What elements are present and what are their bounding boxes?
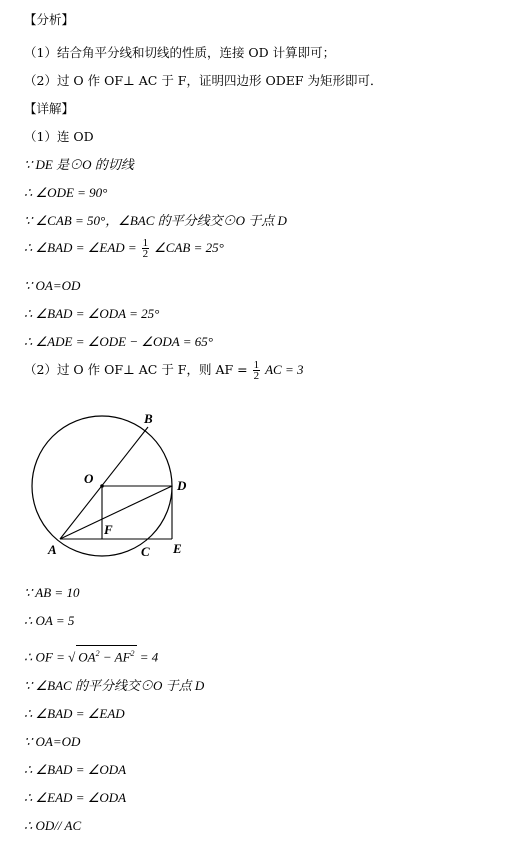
step-7: ∴ ∠ADE = ∠ODE − ∠ODA = 65° xyxy=(24,334,213,349)
geometry-figure xyxy=(20,395,200,570)
step-12: ∴ ∠BAD = ∠EAD xyxy=(24,706,125,721)
step-5: ∵ OA=OD xyxy=(24,278,81,293)
point-o xyxy=(100,484,104,488)
label-d: D xyxy=(177,478,187,493)
step-14: ∴ ∠BAD = ∠ODA xyxy=(24,762,127,777)
step-13: ∵ OA=OD xyxy=(24,734,81,749)
part2-heading xyxy=(24,360,303,381)
step-3: ∵ ∠CAB = 50°，∠BAC 的平分线交⊙O 于点 D xyxy=(24,213,287,228)
step-8: ∵ AB = 10 xyxy=(24,585,80,600)
sqrt-sign: √ xyxy=(68,649,76,665)
step-16: ∴ OD// AC xyxy=(24,818,82,833)
step-6: ∴ ∠BAD = ∠ODA = 25° xyxy=(24,306,160,321)
part1-heading: （1）连 OD xyxy=(24,129,94,144)
part2-right: AC = 3 xyxy=(265,362,304,377)
step-2: ∴ ∠ODE = 90° xyxy=(24,185,108,200)
fraction-half-2: $\frac{1}{2}$ xyxy=(253,359,260,382)
step-11: ∵ ∠BAC 的平分线交⊙O 于点 D xyxy=(24,678,205,693)
analysis-title: 【分析】 xyxy=(24,12,75,27)
step-4 xyxy=(24,238,224,259)
analysis-line-1: （1）结合角平分线和切线的性质，连接 OD 计算即可； xyxy=(24,45,336,60)
part2-left: （2）过 O 作 OF⊥ AC 于 F，则 AF = xyxy=(24,362,248,377)
step-9: ∴ OA = 5 xyxy=(24,613,75,628)
label-b: B xyxy=(144,411,153,426)
label-c: C xyxy=(141,544,150,559)
label-f: F xyxy=(104,522,113,537)
step-4-left: ∴ ∠BAD = ∠EAD = xyxy=(24,240,137,255)
solution-title: 【详解】 xyxy=(24,101,75,116)
step-15: ∴ ∠EAD = ∠ODA xyxy=(24,790,127,805)
label-a: A xyxy=(48,542,57,557)
label-e: E xyxy=(173,541,182,556)
sqrt-radicand: $OA^2 - AF^2$ xyxy=(76,645,136,665)
fraction-half: $\frac{1}{2}$ xyxy=(142,237,149,260)
step-10: ∴ OF = √ $OA^2 - AF^2 = 4$ xyxy=(24,645,158,665)
step-4-right: ∠CAB = 25° xyxy=(154,240,224,255)
analysis-line-2: （2）过 O 作 OF⊥ AC 于 F，证明四边形 ODEF 为矩形即可． xyxy=(24,73,383,88)
label-o: O xyxy=(84,471,94,486)
step-1: ∵ DE 是⊙O 的切线 xyxy=(24,157,134,172)
